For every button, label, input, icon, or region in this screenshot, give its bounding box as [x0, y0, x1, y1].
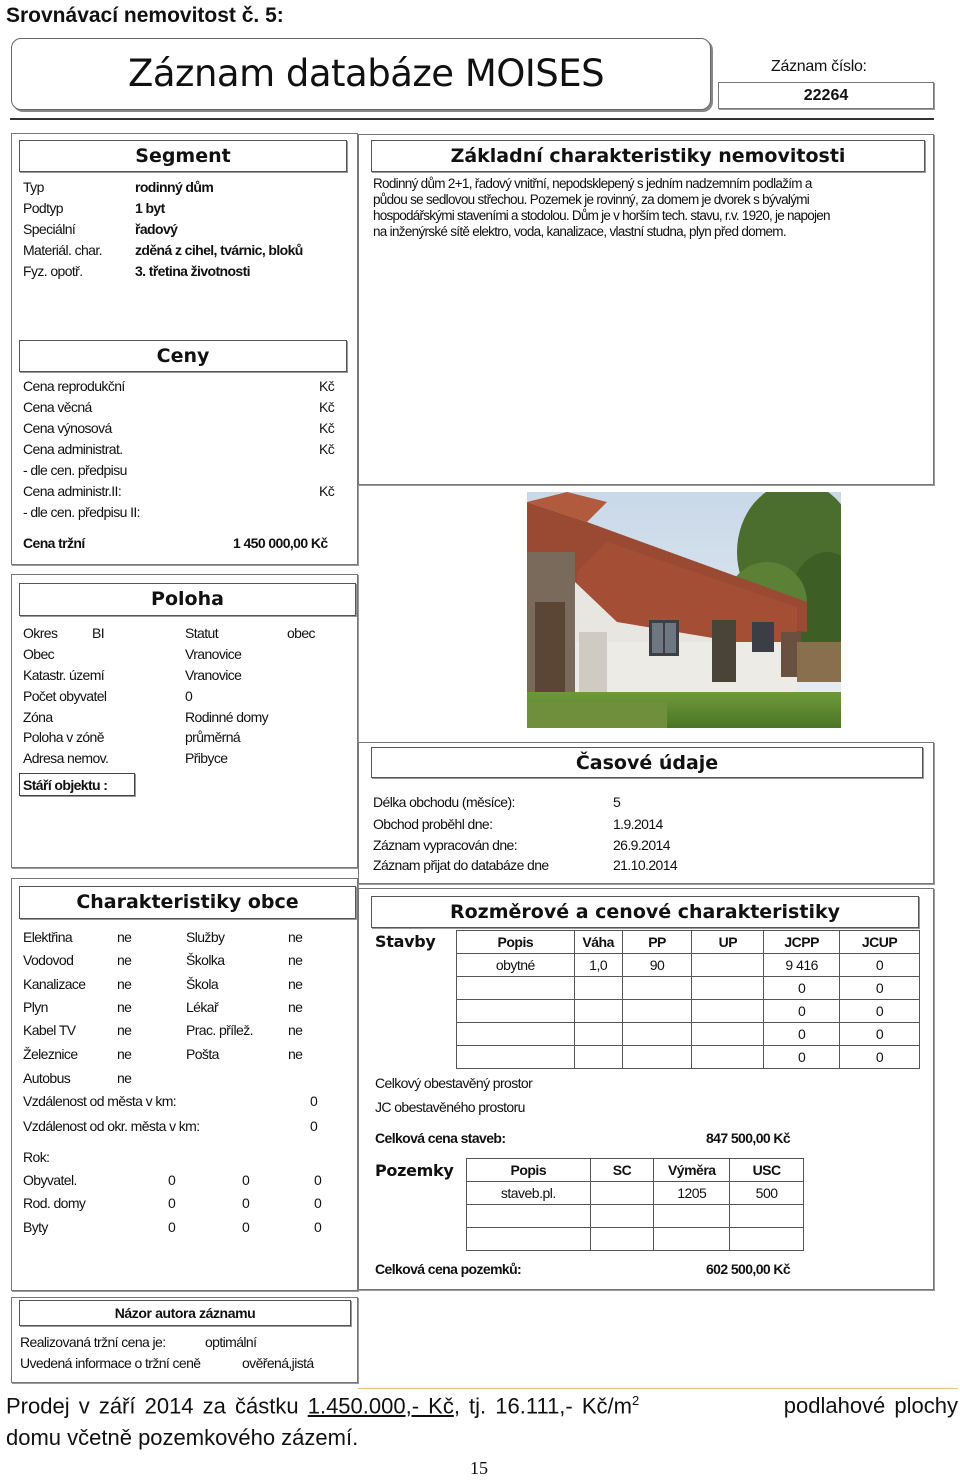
- table-cell: [692, 1046, 764, 1069]
- segment-value: řadový: [135, 221, 178, 237]
- distance-city-value: 0: [310, 1093, 318, 1109]
- footer-rule: [358, 1388, 958, 1389]
- opinion-value: ověřená,jistá: [242, 1355, 314, 1371]
- table-cell: [654, 1205, 730, 1228]
- amenity-label: Kabel TV: [23, 1022, 76, 1038]
- prices-title: Ceny: [19, 340, 347, 372]
- summary-superscript: 2: [631, 1393, 640, 1408]
- amenity-label: Autobus: [23, 1070, 71, 1086]
- location-label: Počet obyvatel: [23, 688, 107, 704]
- year-row-value: 0: [168, 1219, 176, 1235]
- basic-title: Základní charakteristiky nemovitosti: [371, 140, 925, 172]
- price-label: Cena výnosová: [23, 420, 112, 436]
- table-cell: [692, 954, 764, 977]
- table-row: [457, 977, 920, 1000]
- table-cell: [622, 1000, 692, 1023]
- year-row-value: 0: [314, 1172, 322, 1188]
- table-cell: [467, 1205, 591, 1228]
- year-row-label: Obyvatel.: [23, 1172, 77, 1188]
- price-label: - dle cen. předpisu II:: [23, 504, 140, 520]
- table-cell: 0: [840, 1023, 920, 1046]
- table-row: [467, 1205, 804, 1228]
- segment-value: 1 byt: [135, 200, 165, 216]
- timing-title: Časové údaje: [371, 747, 923, 778]
- amenity-value: ne: [117, 1022, 132, 1038]
- distance-district-label: Vzdálenost od okr. města v km:: [23, 1118, 200, 1134]
- amenity-label: Železnice: [23, 1046, 78, 1062]
- segment-label: Fyz. opotř.: [23, 263, 83, 279]
- amenity-label: Prac. přílež.: [186, 1022, 253, 1038]
- table-cell: 0: [840, 977, 920, 1000]
- land-label: Pozemky: [375, 1161, 454, 1180]
- opinion-label: Realizovaná tržní cena je:: [20, 1334, 166, 1350]
- column-header: Váha: [574, 931, 622, 954]
- opinion-value: optimální: [205, 1334, 257, 1350]
- amenity-label: Školka: [186, 952, 225, 968]
- segment-label: Typ: [23, 179, 44, 195]
- table-cell: [692, 1023, 764, 1046]
- jc-label: JC obestavěného prostoru: [375, 1099, 525, 1115]
- amenity-value: ne: [117, 952, 132, 968]
- object-age-label: Stáří objektu :: [19, 773, 135, 796]
- amenity-label: Kanalizace: [23, 976, 86, 992]
- amenity-value: ne: [288, 999, 303, 1015]
- description-line: na inženýrské sítě elektro, voda, kanalizace, vlastní studna, plyn před domem.: [373, 224, 786, 239]
- description-line: hospodářskými staveními a stodolou. Dům je v horším tech. stavu, r.v. 1920, je napojen: [373, 208, 830, 223]
- table-cell: 90: [622, 954, 692, 977]
- amenity-value: ne: [117, 1046, 132, 1062]
- year-row-value: 0: [314, 1219, 322, 1235]
- location-label: Statut: [185, 625, 218, 641]
- location-value: Vranovice: [185, 667, 242, 683]
- table-cell: [457, 1000, 575, 1023]
- table-cell: obytné: [457, 954, 575, 977]
- year-row-value: 0: [168, 1195, 176, 1211]
- amenity-label: Vodovod: [23, 952, 74, 968]
- table-cell: 1205: [654, 1182, 730, 1205]
- table-cell: [654, 1228, 730, 1251]
- page-heading: Srovnávací nemovitost č. 5:: [6, 4, 284, 27]
- table-row: [467, 1228, 804, 1251]
- location-label: Poloha v zóně: [23, 729, 104, 745]
- table-row: [457, 1023, 920, 1046]
- amenity-label: Služby: [186, 929, 225, 945]
- enclosed-space-label: Celkový obestavěný prostor: [375, 1075, 533, 1091]
- price-label: Cena věcná: [23, 399, 92, 415]
- table-cell: 0: [764, 1000, 840, 1023]
- segment-label: Materiál. char.: [23, 242, 102, 258]
- description-line: půdou se sedlovou střechou. Pozemek je rovinný, za domem je dvorek s bývalými: [373, 192, 810, 207]
- amenity-label: Elektřina: [23, 929, 73, 945]
- year-row-label: Rod. domy: [23, 1195, 86, 1211]
- timing-value: 21.10.2014: [613, 857, 678, 873]
- column-header: Popis: [467, 1159, 591, 1182]
- year-row-value: 0: [242, 1219, 250, 1235]
- table-header-row: [467, 1159, 804, 1182]
- column-header: PP: [622, 931, 692, 954]
- location-value: Rodinné domy: [185, 709, 269, 725]
- timing-label: Obchod proběhl dne:: [373, 816, 493, 832]
- table-cell: [730, 1228, 804, 1251]
- distance-city-label: Vzdálenost od města v km:: [23, 1093, 177, 1109]
- table-cell: 9 416: [764, 954, 840, 977]
- total-land-label: Celková cena pozemků:: [375, 1261, 522, 1277]
- location-label: Katastr. území: [23, 667, 105, 683]
- amenity-value: ne: [117, 929, 132, 945]
- amenity-label: Škola: [186, 976, 219, 992]
- record-number: 22264: [718, 82, 934, 109]
- location-value: BI: [92, 625, 105, 641]
- amenity-value: ne: [288, 929, 303, 945]
- timing-value: 5: [613, 794, 621, 810]
- timing-value: 26.9.2014: [613, 837, 670, 853]
- location-label: Zóna: [23, 709, 53, 725]
- price-label: Cena administrat.: [23, 441, 123, 457]
- timing-label: Záznam přijat do databáze dne: [373, 857, 549, 873]
- table-cell: [622, 977, 692, 1000]
- timing-value: 1.9.2014: [613, 816, 663, 832]
- year-row-value: 0: [242, 1172, 250, 1188]
- location-label: Obec: [23, 646, 55, 662]
- table-cell: 1,0: [574, 954, 622, 977]
- price-currency: Kč: [319, 399, 335, 415]
- table-cell: [457, 1046, 575, 1069]
- table-cell: [574, 977, 622, 1000]
- column-header: SC: [590, 1159, 654, 1182]
- table-row: [457, 1046, 920, 1069]
- segment-value: zděná z cihel, tvárnic, bloků: [135, 242, 303, 258]
- year-row-label: Byty: [23, 1219, 48, 1235]
- location-value: Vranovice: [185, 646, 242, 662]
- table-cell: 500: [730, 1182, 804, 1205]
- table-header-row: [457, 931, 920, 954]
- column-header: JCPP: [764, 931, 840, 954]
- property-photo: [527, 492, 841, 728]
- table-cell: [590, 1182, 654, 1205]
- price-label: Cena administr.II:: [23, 483, 122, 499]
- summary-amount: 1.450.000,- Kč: [307, 1393, 454, 1419]
- table-cell: [590, 1205, 654, 1228]
- amenity-value: ne: [117, 1070, 132, 1086]
- segment-label: Speciální: [23, 221, 76, 237]
- column-header: JCUP: [840, 931, 920, 954]
- amenity-value: ne: [117, 976, 132, 992]
- location-label: Adresa nemov.: [23, 750, 109, 766]
- segment-label: Podtyp: [23, 200, 63, 216]
- year-row-value: 0: [314, 1195, 322, 1211]
- record-number-label: Záznam číslo:: [771, 58, 867, 75]
- year-label: Rok:: [23, 1149, 50, 1165]
- location-value: průměrná: [185, 729, 241, 745]
- table-cell: 0: [840, 1000, 920, 1023]
- price-currency: Kč: [319, 483, 335, 499]
- segment-value: rodinný dům: [135, 179, 214, 195]
- timing-label: Délka obchodu (měsíce):: [373, 794, 515, 810]
- location-label: Okres: [23, 625, 58, 641]
- table-cell: 0: [764, 1046, 840, 1069]
- table-cell: [457, 1023, 575, 1046]
- column-header: USC: [730, 1159, 804, 1182]
- table-cell: [692, 977, 764, 1000]
- table-row: [467, 1182, 804, 1205]
- table-cell: [622, 1023, 692, 1046]
- opinion-label: Uvedená informace o tržní ceně: [20, 1355, 201, 1371]
- price-currency: Kč: [319, 441, 335, 457]
- table-cell: [457, 977, 575, 1000]
- year-row-value: 0: [168, 1172, 176, 1188]
- buildings-table: [456, 930, 920, 1069]
- land-table: [466, 1158, 804, 1251]
- price-currency: Kč: [319, 420, 335, 436]
- column-header: Výměra: [654, 1159, 730, 1182]
- amenity-value: ne: [288, 1022, 303, 1038]
- segment-title: Segment: [19, 140, 347, 172]
- column-header: Popis: [457, 931, 575, 954]
- year-row-value: 0: [242, 1195, 250, 1211]
- location-value: Přibyce: [185, 750, 228, 766]
- table-cell: [574, 1000, 622, 1023]
- summary-text: Prodej v září 2014 za částku: [6, 1393, 299, 1419]
- price-label: Cena reprodukční: [23, 378, 125, 394]
- header-rule: [10, 118, 934, 120]
- table-cell: [590, 1228, 654, 1251]
- table-cell: [622, 1046, 692, 1069]
- total-buildings-label: Celková cena staveb:: [375, 1130, 506, 1146]
- total-land-value: 602 500,00 Kč: [706, 1261, 791, 1277]
- table-cell: [467, 1228, 591, 1251]
- market-price-value: 1 450 000,00 Kč: [233, 535, 328, 551]
- page-number: 15: [470, 1458, 488, 1478]
- amenity-label: Lékař: [186, 999, 219, 1015]
- amenity-value: ne: [288, 1046, 303, 1062]
- table-cell: 0: [764, 977, 840, 1000]
- distance-district-value: 0: [310, 1118, 318, 1134]
- table-cell: 0: [764, 1023, 840, 1046]
- market-price-label: Cena tržní: [23, 535, 85, 551]
- column-header: UP: [692, 931, 764, 954]
- description-line: Rodinný dům 2+1, řadový vnitřní, nepodsklepený s jedním nadzemním podlažím a: [373, 176, 812, 191]
- database-title: Záznam databáze MOISES: [128, 52, 605, 95]
- amenity-label: Pošta: [186, 1046, 219, 1062]
- timing-label: Záznam vypracován dne:: [373, 837, 517, 853]
- table-cell: [574, 1046, 622, 1069]
- amenity-value: ne: [288, 952, 303, 968]
- summary-text: , tj. 16.111,- Kč/m: [453, 1393, 632, 1419]
- table-row: [457, 1000, 920, 1023]
- table-row: [457, 954, 920, 977]
- price-currency: Kč: [319, 378, 335, 394]
- location-value: 0: [185, 688, 193, 704]
- table-cell: [692, 1000, 764, 1023]
- summary-text: podlahové plochy: [783, 1393, 958, 1418]
- buildings-label: Stavby: [375, 932, 436, 951]
- table-cell: staveb.pl.: [467, 1182, 591, 1205]
- dimensions-title: Rozměrové a cenové charakteristiky: [371, 896, 919, 928]
- price-label: - dle cen. předpisu: [23, 462, 127, 478]
- location-value: obec: [287, 625, 315, 641]
- amenity-value: ne: [288, 976, 303, 992]
- location-title: Poloha: [19, 583, 356, 616]
- table-cell: 0: [840, 954, 920, 977]
- municipality-title: Charakteristiky obce: [19, 886, 356, 919]
- opinion-title: Názor autora záznamu: [19, 1300, 351, 1326]
- table-cell: [730, 1205, 804, 1228]
- table-cell: [574, 1023, 622, 1046]
- amenity-label: Plyn: [23, 999, 48, 1015]
- summary-line-1: [6, 1393, 958, 1419]
- total-buildings-value: 847 500,00 Kč: [706, 1130, 791, 1146]
- segment-value: 3. třetina životnosti: [135, 263, 250, 279]
- amenity-value: ne: [117, 999, 132, 1015]
- table-cell: 0: [840, 1046, 920, 1069]
- summary-line-2: domu včetně pozemkového zázemí.: [6, 1425, 359, 1450]
